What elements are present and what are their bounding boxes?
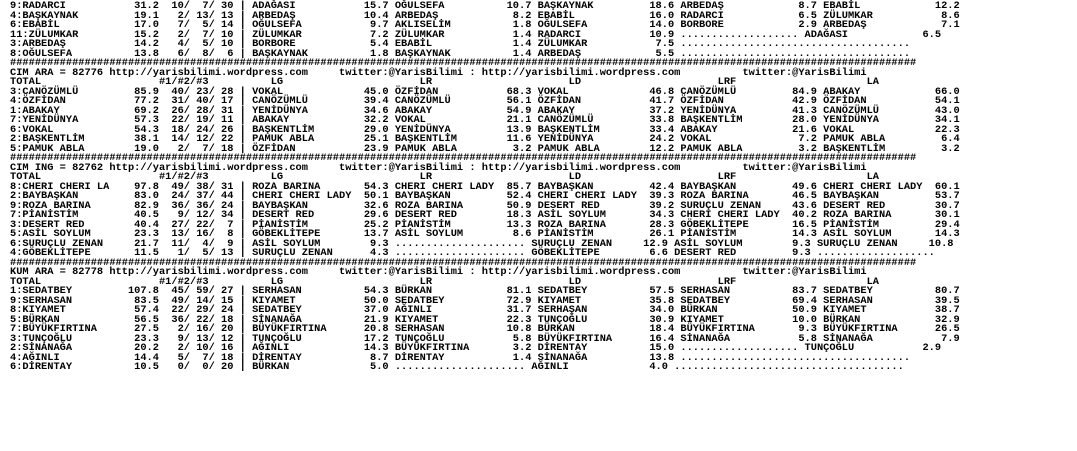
horse-row: 7:BÜYÜKFIRTINA 27.5 2/ 16/ 20 | BÜYÜKFIRTINA 20.8 SERHASAN 10.8 BÜRKAN 18.4 BÜYÜKFIRTINA 9.3 BÜYÜKFIRTINA 26.5 — [10, 323, 960, 335]
column-header-line: TOTAL #1/#2/#3 LG LR LD LRF LA — [10, 76, 880, 88]
horse-row: 9:SERHASAN 83.5 49/ 14/ 15 | KIYAMET 50.0 SEDATBEY 72.9 KIYAMET 35.8 SEDATBEY 69.4 SERHASAN 39.5 — [10, 294, 960, 307]
horse-row: 1:ABAKAY 69.2 26/ 28/ 31 | YENİDÜNYA 34.6 ABAKAY 54.9 ABAKAY 37.2 YENİDÜNYA 41.3 CANÖZÜMLÜ 43.0 — [10, 104, 960, 117]
separator-line: ################################################################################################################################################## — [10, 256, 917, 269]
horse-row: 6:EBABİL 17.0 7/ 5/ 14 | OĞULSEFA 9.7 AKLISELİM 1.8 OĞULSEFA 14.0 BORBORE 2.9 ARBEDAŞ 7.1 — [10, 19, 960, 31]
horse-row: 5:BÜRKAN 56.5 36/ 22/ 18 | SİNANAĞA 21.9 KIYAMET 22.3 TUNÇOĞLU 30.9 KIYAMET 10.0 BÜRKAN 32.9 — [10, 313, 960, 326]
column-header-line: TOTAL #1/#2/#3 LG LR LD LRF LA — [10, 171, 880, 183]
horse-row: 2:BAYBAŞKAN 83.0 24/ 37/ 44 | CHERI CHERI LADY 50.1 BAYBAŞKAN 52.4 CHERI CHERI LADY 39.3 ROZA BARINA 46.5 BAYBAŞKAN 53.7 — [10, 190, 960, 202]
horse-row: 7:YENİDÜNYA 57.3 22/ 19/ 11 | ABAKAY 32.2 VOKAL 21.1 CANÖZÜMLÜ 33.8 BAŞKENTLİM 28.0 YENİDÜNYA 34.1 — [10, 114, 960, 126]
horse-row: 3:TUNÇOĞLU 23.3 9/ 13/ 12 | TUNÇOĞLU 17.2 TUNÇOĞLU 5.8 BÜYÜKFIRTINA 16.4 SİNANAĞA 5.8 SİNANAĞA 7.9 — [10, 332, 960, 345]
horse-row: 8:OĞULSEFA 13.8 6/ 8/ 6 | BAŞKAYNAK 1.8 BAŞKAYNAK 1.4 ARBEDAŞ 5.5 ..................................... — [10, 47, 911, 60]
horse-row: 4:AĞINLI 14.4 5/ 7/ 18 | DİRENTAY 8.7 DİRENTAY 1.4 SİNANAĞA 13.8 ..................................... — [10, 351, 911, 364]
horse-row: 6:VOKAL 54.3 18/ 24/ 26 | BAŞKENTLİM 29.0 YENİDÜNYA 13.9 BAŞKENTLİM 33.4 ABAKAY 21.6 VOKAL 22.3 — [10, 123, 960, 136]
horse-row: 6:DİRENTAY 10.5 0/ 0/ 20 | BÜRKAN 5.0 ..................... AĞINLI 4.0 ..................................... — [10, 361, 904, 373]
separator-line: ################################################################################################################################################## — [10, 57, 917, 69]
horse-row: 6:SURUÇLU ZENAN 21.7 11/ 4/ 9 | ASİL SOYLUM 9.3 ..................... SURUÇLU ZENAN 12.9 ASİL SOYLUM 9.3 SURUÇLU ZENAN 10.8 — [10, 237, 954, 250]
column-header-line: TOTAL #1/#2/#3 LG LR LD LRF LA — [10, 275, 880, 288]
race-header-line: KUM ARA = 82778 http://yarisbilimi.wordpress.com twitter:@YarisBilimi : http://yarisbilimi.wordpress.com twitter:@YarisBilimi — [10, 266, 867, 278]
horse-row: 2:SİNANAĞA 20.2 2/ 10/ 16 | AĞINLI 14.3 BÜYÜKFIRTINA 3.2 DİRENTAY 15.0 ................... TUNÇOĞLU 2.9 — [10, 342, 942, 354]
horse-row: 3:DESERT RED 40.4 27/ 22/ 7 | PİANİSTİM 25.2 PİANİSTİM 13.3 ROZA BARINA 28.3 GÖBEKLİTEPE 16.5 PİANİSTİM 29.4 — [10, 218, 960, 231]
separator-line: ################################################################################################################################################## — [10, 152, 917, 164]
horse-row: 3:ARBEDAŞ 14.2 4/ 5/ 10 | BORBORE 5.4 EBABİL 1.4 ZÜLUMKAR 7.5 ..................................... — [10, 38, 911, 50]
horse-row: 7:PİANİSTİM 40.5 9/ 12/ 34 | DESERT RED 29.6 DESERT RED 18.3 ASİL SOYLUM 34.3 CHERI CHERI LADY 40.2 ROZA BARINA 30.1 — [10, 209, 960, 221]
horse-row: 4:ÖZFİDAN 77.2 31/ 40/ 17 | CANÖZÜMLÜ 39.4 CANÖZÜMLÜ 56.1 ÖZFİDAN 41.7 ÖZFİDAN 42.9 ÖZFİDAN 54.1 — [10, 95, 960, 107]
horse-row: 5:ASİL SOYLUM 23.3 13/ 16/ 8 | GÖBEKLİTEPE 13.7 ASİL SOYLUM 8.6 PİANİSTİM 26.1 PİANİSTİM 14.3 ASİL SOYLUM 14.3 — [10, 228, 960, 240]
race-header-line: CIM ARA = 82776 http://yarisbilimi.wordpress.com twitter:@YarisBilimi : http://yarisbilimi.wordpress.com twitter:@YarisBilimi — [10, 66, 867, 79]
horse-row: 2:BAŞKENTLİM 38.1 14/ 12/ 22 | PAMUK ABLA 25.1 BAŞKENTLİM 11.6 YENİDÜNYA 24.2 VOKAL 7.2 PAMUK ABLA 6.4 — [10, 133, 960, 145]
race-header-line: CIM ING = 82762 http://yarisbilimi.wordpress.com twitter:@YarisBilimi : http://yarisbilimi.wordpress.com twitter:@YarisBilimi — [10, 161, 867, 174]
horse-row: 8:KIYAMET 57.4 22/ 29/ 24 | SEDATBEY 37.0 AĞINLI 31.7 SERHAŞAN 34.0 BÜRKAN 50.9 KIYAMET 38.7 — [10, 304, 960, 316]
horse-row: 5:PAMUK ABLA 19.0 2/ 7/ 18 | ÖZFİDAN 23.9 PAMUK ABLA 3.2 PAMUK ABLA 12.2 PAMUK ABLA 3.2 BAŞKENTLİM 3.2 — [10, 142, 960, 155]
horse-row: 9:RADARCI 31.2 10/ 7/ 30 | ADAĞASI 15.7 OĞULSEFA 10.7 BAŞKAYNAK 18.6 ARBEDAŞ 8.7 EBABİL 12.2 — [10, 0, 960, 12]
horse-row: 1:SEDATBEY 107.8 45/ 59/ 27 | SERHASAN 54.3 BÜRKAN 81.1 SEDATBEY 57.5 SERHASAN 83.7 SEDATBEY 80.7 — [10, 285, 960, 297]
horse-row: 8:CHERI CHERI LA 97.8 49/ 38/ 31 | ROZA BARINA 54.3 CHERI CHERI LADY 85.7 BAYBAŞKAN 42.4 BAYBAŞKAN 49.6 CHERI CHERI LADY 60.1 — [10, 180, 960, 193]
horse-row: 4:GÖBEKLİTEPE 11.5 1/ 5/ 13 | SURUÇLU ZENAN 4.3 ..................... GÖBEKLİTEPE 6.6 DESERT RED 9.3 ................... — [10, 247, 935, 259]
horse-row: 11:ZÜLUMKAR 15.2 2/ 7/ 10 | ZÜLUMKAR 7.2 ZÜLUMKAR 1.4 RADARCI 10.9 ................... ADAĞASI 6.5 — [10, 28, 942, 41]
horse-row: 3:CANÖZÜMLÜ 85.9 40/ 23/ 28 | VOKAL 45.0 ÖZFİDAN 68.3 VOKAL 46.8 CANÖZÜMLÜ 84.9 ABAKAY 66.0 — [10, 85, 960, 98]
horse-row: 9:ROZA BARINA 82.9 36/ 36/ 24 | BAYBAŞKAN 32.6 ROZA BARINA 50.9 DESERT RED 39.2 SURUÇLU ZENAN 43.6 DESERT RED 30.7 — [10, 199, 960, 212]
horse-row: 4:BAŞKAYNAK 19.1 2/ 13/ 13 | ARBEDAŞ 10.4 ARBEDAŞ 8.2 EBABİL 16.0 RADARCI 6.5 ZÜLUMKAR 8.6 — [10, 9, 960, 22]
